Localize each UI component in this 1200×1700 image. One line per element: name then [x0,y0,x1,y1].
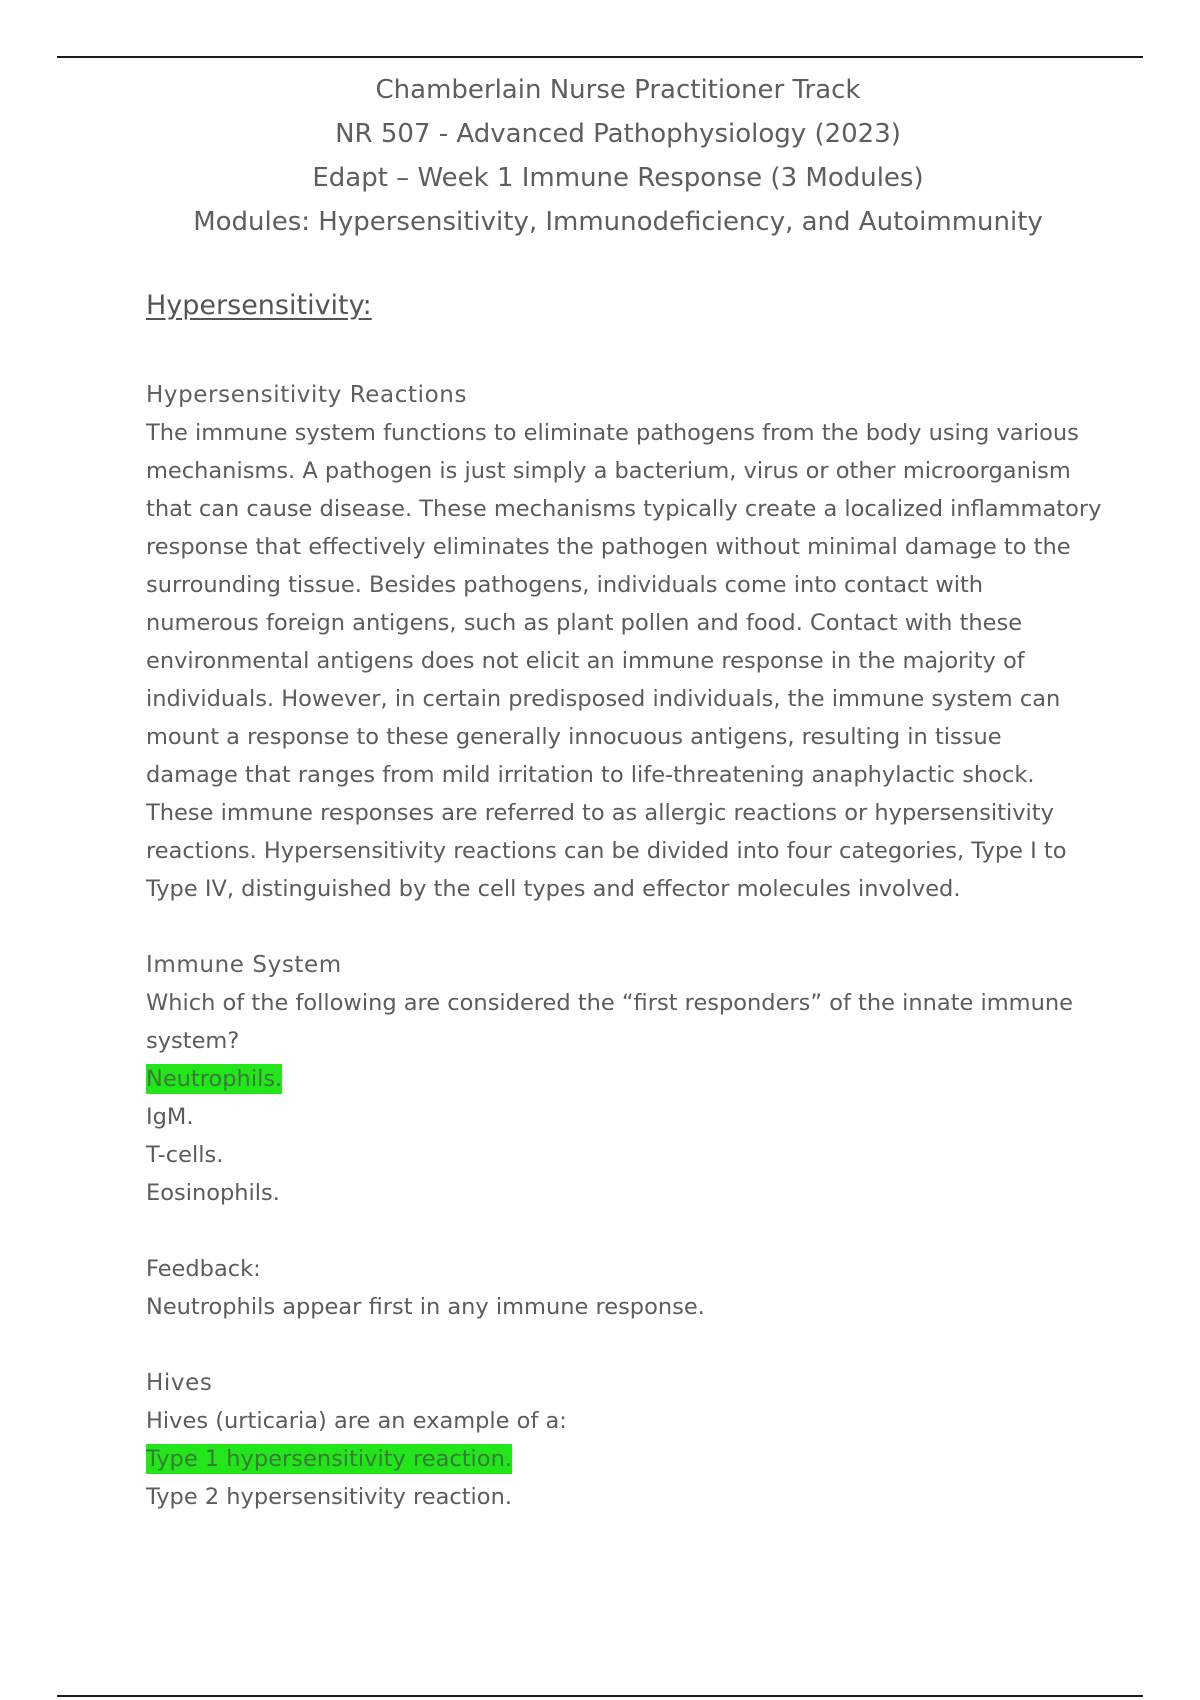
feedback-block [146,1250,1096,1326]
correct-answer-highlight: Type 1 hypersensitivity reaction. [146,1446,512,1472]
paragraph-line: These immune responses are referred to as allergic reactions or hypersensitivity [146,800,1054,826]
reactions-paragraph [146,414,1102,908]
paragraph-line: reactions. Hypersensitivity reactions can be divided into four categories, Type I to [146,838,1067,864]
top-rule [57,56,1143,58]
paragraph-line: environmental antigens does not elicit an immune response in the majority of [146,648,1025,674]
paragraph-line: Type IV, distinguished by the cell types and effector molecules involved. [146,876,961,902]
paragraph-line: The immune system functions to eliminate pathogens from the body using various [146,420,1079,446]
feedback-text: Neutrophils appear first in any immune response. [146,1294,705,1320]
reactions-heading: Hypersensitivity Reactions [146,382,468,408]
correct-answer-highlight: Neutrophils. [146,1066,283,1092]
answer-option-correct [146,1060,1096,1098]
paragraph-line: surrounding tissue. Besides pathogens, individuals come into contact with [146,572,984,598]
paragraph-line: damage that ranges from mild irritation to life-threatening anaphylactic shock. [146,762,1035,788]
answer-option: Type 2 hypersensitivity reaction. [146,1484,512,1510]
paragraph-line: numerous foreign antigens, such as plant pollen and food. Contact with these [146,610,1023,636]
document-header [0,68,1200,244]
section-title: Hypersensitivity: [146,290,372,321]
header-line-2: NR 507 - Advanced Pathophysiology (2023) [335,119,901,149]
question-text: Which of the following are considered the “first responders” of the innate immune [146,990,1073,1016]
paragraph-line: individuals. However, in certain predisposed individuals, the immune system can [146,686,1061,712]
reactions-block [146,376,1102,908]
header-line-4: Modules: Hypersensitivity, Immunodeficiency, and Autoimmunity [193,207,1043,237]
paragraph-line: response that effectively eliminates the pathogen without minimal damage to the [146,534,1071,560]
header-line-1: Chamberlain Nurse Practitioner Track [375,75,861,105]
answer-option: T-cells. [146,1142,224,1168]
answer-option-correct [146,1440,1096,1478]
paragraph-line: that can cause disease. These mechanisms typically create a localized inflammatory [146,496,1102,522]
answer-option: Eosinophils. [146,1180,280,1206]
question-text: system? [146,1028,240,1054]
header-line-3: Edapt – Week 1 Immune Response (3 Modules) [312,163,924,193]
question-text: Hives (urticaria) are an example of a: [146,1408,567,1434]
question-heading: Immune System [146,952,342,978]
paragraph-line: mount a response to these generally innocuous antigens, resulting in tissue [146,724,1002,750]
bottom-rule [57,1695,1143,1697]
paragraph-line: mechanisms. A pathogen is just simply a bacterium, virus or other microorganism [146,458,1071,484]
answer-option: IgM. [146,1104,194,1130]
question-hives [146,1364,1096,1516]
question-immune-system [146,946,1096,1212]
document-body [146,280,1102,1554]
question-heading: Hives [146,1370,213,1396]
feedback-label: Feedback: [146,1256,261,1282]
